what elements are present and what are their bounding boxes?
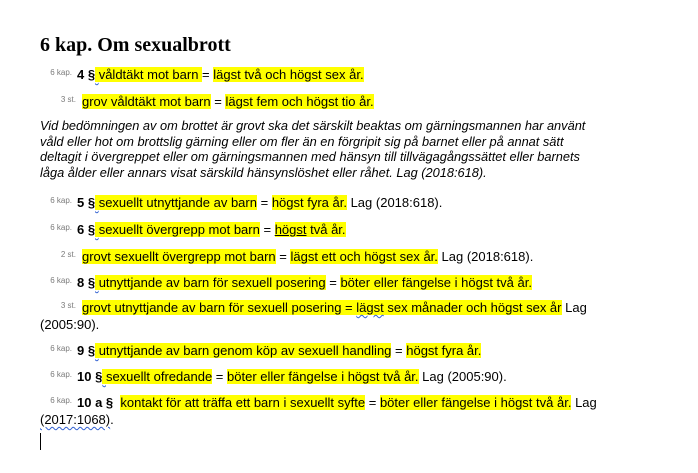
paragraph-10[interactable] <box>40 366 640 385</box>
chapter-reference: 6 kap. <box>50 370 72 379</box>
underlined-word: högst <box>274 222 307 237</box>
section-number: 10 § <box>77 369 103 384</box>
subsection-reference: 3 st. <box>60 95 76 104</box>
equals-sign: = <box>210 94 226 109</box>
law-reference: Lag <box>561 300 587 315</box>
equals-sign: = <box>391 343 407 358</box>
penalty-text: högst fyra år. <box>271 195 347 210</box>
section-number: 8 § <box>77 275 96 290</box>
penalty-text: högst två år. <box>274 222 346 237</box>
chapter-heading: 6 kap. Om sexualbrott <box>40 34 231 56</box>
penalty-text: högst fyra år. <box>406 343 482 358</box>
subsection-reference: 3 st. <box>60 301 76 310</box>
chapter-reference: 6 kap. <box>50 396 72 405</box>
paragraph-6-st2[interactable] <box>40 246 640 265</box>
equals-sign: = <box>275 249 291 264</box>
equals-sign: = <box>259 222 275 237</box>
penalty-text: böter eller fängelse i högst två år. <box>379 395 572 410</box>
offense-text: sexuellt övergrepp mot barn <box>95 222 260 237</box>
offense-text: grovt sexuellt övergrepp mot barn <box>82 249 276 264</box>
equals-sign: = <box>365 395 380 410</box>
chapter-reference: 6 kap. <box>50 196 72 205</box>
section-number: 6 § <box>77 222 96 237</box>
text-cursor <box>40 433 41 450</box>
law-reference: Lag (2005:90). <box>418 369 507 384</box>
paragraph-8[interactable] <box>40 272 640 291</box>
paragraph-10a[interactable]: 6 kap. 10 a § kontakt för att träffa ett barn i sexuellt syfte = böter eller fängelse i högst två år. Lag (2017:1068). <box>40 392 640 428</box>
offense-text: våldtäkt mot barn <box>95 67 202 82</box>
paragraph-4-st3[interactable] <box>40 91 640 110</box>
offense-text: grovt utnyttjande av barn för sexuell posering <box>82 300 342 315</box>
chapter-reference: 6 kap. <box>50 223 72 232</box>
offense-text: sexuellt utnyttjande av barn <box>95 195 257 210</box>
paragraph-6[interactable] <box>40 219 640 238</box>
penalty-text: lägst sex månader och högst sex år <box>356 300 562 315</box>
assessment-line: Vid bedömningen av om brottet är grovt ska det särskilt beaktas om gärningsmannen har använt <box>40 118 586 133</box>
offense-text: utnyttjande av barn genom köp av sexuell handling <box>95 343 391 358</box>
chapter-reference: 6 kap. <box>50 68 72 77</box>
assessment-line: våld eller hot om brottslig gärning eller om fler än en förgripit sig på barnet eller på annat sätt <box>40 133 564 149</box>
penalty-text: lägst ett och högst sex år. <box>290 249 438 264</box>
penalty-text: böter eller fängelse i högst två år. <box>340 275 532 290</box>
paragraph-4[interactable] <box>40 64 640 83</box>
offense-text: sexuellt ofredande <box>102 369 212 384</box>
equals-sign: = <box>341 300 357 315</box>
offense-text: utnyttjande av barn för sexuell posering <box>95 275 326 290</box>
spell-marked-word: lägst <box>356 300 384 315</box>
spell-marked-law-reference: (2017:1068) <box>40 412 111 427</box>
equals-sign: = <box>325 275 341 290</box>
section-number: 9 § <box>77 343 96 358</box>
penalty-text: lägst fem och högst tio år. <box>225 94 374 109</box>
penalty-text: böter eller fängelse i högst två år. <box>227 369 419 384</box>
equals-sign: = <box>256 195 272 210</box>
assessment-paragraph[interactable] <box>40 118 665 180</box>
section-number: 4 § <box>77 67 96 82</box>
paragraph-5[interactable] <box>40 192 640 211</box>
assessment-line: deltagit i övergreppet eller om gärningsmannen med hänsyn till tillvägagångssättet eller barnets <box>40 149 580 165</box>
subsection-reference: 2 st. <box>60 250 76 259</box>
penalty-text: lägst två och högst sex år. <box>213 67 364 82</box>
paragraph-8-st3[interactable] <box>40 297 640 333</box>
law-reference: Lag (2018:618). <box>346 195 443 210</box>
assessment-line: låga ålder eller annars visat särskild hänsynslöshet eller råhet. Lag (2018:618). <box>40 164 487 180</box>
law-reference: Lag <box>571 395 597 410</box>
equals-sign: = <box>202 67 214 82</box>
section-number: 5 § <box>77 195 96 210</box>
equals-sign: = <box>212 369 228 384</box>
chapter-reference: 6 kap. <box>50 276 72 285</box>
offense-text: kontakt för att träffa ett barn i sexuellt syfte <box>120 395 366 410</box>
law-reference-continued: (2005:90). <box>40 317 100 332</box>
chapter-reference: 6 kap. <box>50 344 72 353</box>
paragraph-9[interactable] <box>40 340 640 359</box>
law-reference: Lag (2018:618). <box>437 249 534 264</box>
offense-text: grov våldtäkt mot barn <box>82 94 211 109</box>
section-number: 10 a § <box>77 395 114 410</box>
